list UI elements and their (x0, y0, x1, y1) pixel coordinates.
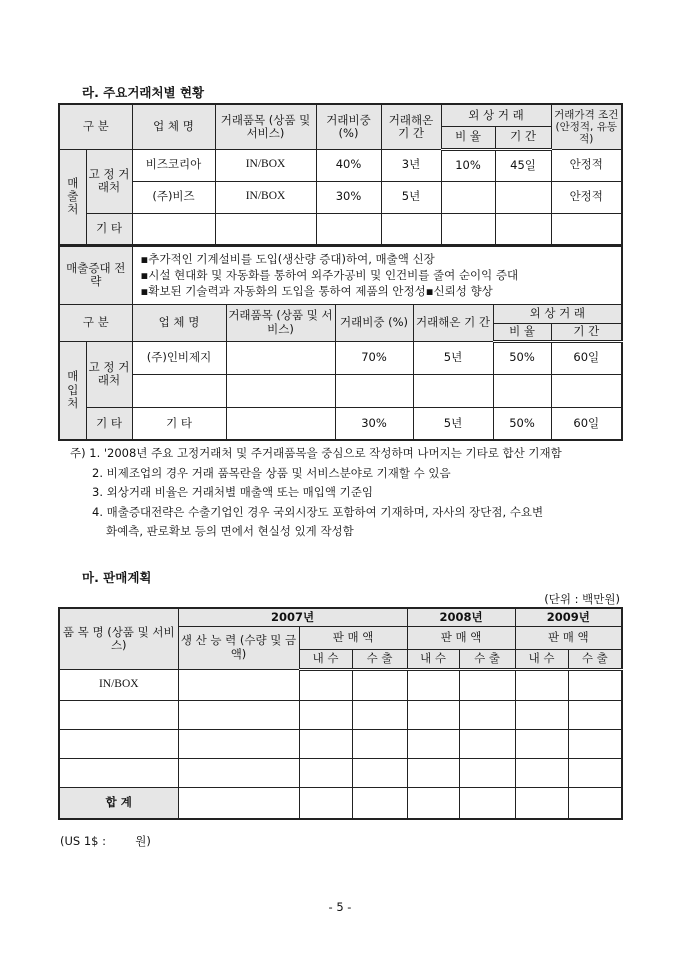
header-sales: 판 매 액 (515, 626, 622, 649)
other-label: 기 타 (86, 213, 132, 245)
header-item: 거래품목 (상품 및 서비스) (215, 104, 316, 149)
footnotes (70, 444, 562, 542)
item: IN/BOX (215, 181, 316, 213)
product-name (59, 700, 178, 729)
header-domestic: 내 수 (515, 649, 568, 669)
credit-period: 45일 (495, 149, 551, 181)
header-sales: 판 매 액 (299, 626, 407, 649)
exchange-rate: (US 1$ : 원) (60, 834, 151, 848)
header-item: 품 목 명 (상품 및 서비스) (59, 608, 178, 669)
ratio: 30% (316, 181, 381, 213)
header-credit-period: 기 간 (551, 323, 622, 341)
strategy-label: 매출증대 전 략 (59, 246, 132, 304)
item (226, 407, 335, 440)
ratio: 30% (335, 407, 413, 440)
header-2008: 2008년 (407, 608, 515, 626)
period: 5년 (413, 407, 493, 440)
header-ratio: 거래비중 (%) (316, 104, 381, 149)
footnote: 3. 외상거래 비율은 거래처별 매출액 또는 매입액 기준임 (92, 485, 373, 499)
header-period: 거래해온 기 간 (381, 104, 441, 149)
header-credit: 외 상 거 래 (441, 104, 551, 126)
section-title-ma: 마. 판매계획 (82, 570, 152, 585)
header-export: 수 출 (352, 649, 407, 669)
header-domestic: 내 수 (299, 649, 352, 669)
header-credit: 외 상 거 래 (493, 304, 622, 323)
header-domestic: 내 수 (407, 649, 459, 669)
header-period: 거래해온 기 간 (413, 304, 493, 341)
footnote: 화예측, 판로확보 등의 면에서 현실성 있게 작성함 (106, 524, 354, 538)
item: IN/BOX (215, 149, 316, 181)
customer-table-sales (58, 103, 623, 246)
unit-label: (단위 : 백만원) (544, 592, 620, 606)
credit-period (495, 181, 551, 213)
header-capacity: 생 산 능 력 (수량 및 금액) (178, 626, 299, 669)
item (226, 341, 335, 374)
fixed-label: 고 정 거래처 (86, 341, 132, 407)
total-label: 합 계 (59, 787, 178, 819)
strategy-line: ▪시설 현대화 및 자동화를 통하여 외주가공비 및 인건비를 줄여 순이익 증대 (140, 268, 519, 283)
header-gubun: 구 분 (59, 304, 132, 341)
header-credit-ratio: 비 율 (441, 126, 495, 149)
page-number: - 5 - (328, 900, 352, 914)
company: (주)인비제지 (132, 341, 226, 374)
header-2007: 2007년 (178, 608, 407, 626)
section-title-ra: 라. 주요거래처별 현황 (82, 85, 205, 100)
other-label: 기 타 (86, 407, 132, 440)
product-name: IN/BOX (59, 669, 178, 700)
credit-ratio: 50% (493, 341, 551, 374)
ratio: 70% (335, 341, 413, 374)
credit-ratio: 10% (441, 149, 495, 181)
company: 기 타 (132, 407, 226, 440)
header-item: 거래품목 (상품 및 서비스) (226, 304, 335, 341)
header-credit-period: 기 간 (495, 126, 551, 149)
credit-period: 60일 (551, 407, 622, 440)
price: 안정적 (551, 181, 622, 213)
company: 비즈코리아 (132, 149, 215, 181)
company: (주)비즈 (132, 181, 215, 213)
footnote: 4. 매출증대전략은 수출기업인 경우 국외시장도 포함하여 기재하며, 자사의 장단점, 수요변 (92, 504, 544, 519)
sales-plan-table (58, 607, 623, 820)
header-2009: 2009년 (515, 608, 622, 626)
strategy-line: ▪확보된 기술력과 자동화의 도입을 통하여 제품의 안정성▪신뢰성 향상 (140, 284, 493, 299)
price: 안정적 (551, 149, 622, 181)
credit-ratio: 50% (493, 407, 551, 440)
sales-label: 매 출 처 (59, 149, 86, 245)
header-export: 수 출 (459, 649, 515, 669)
footnote: 2. 비제조업의 경우 거래 품목란을 상품 및 서비스분야로 기재할 수 있음 (92, 465, 451, 480)
strategy-line: ▪추가적인 기계설비를 도입(생산량 증대)하여, 매출액 신장 (140, 252, 435, 267)
period: 5년 (413, 341, 493, 374)
footnote: 주) 1. '2008년 주요 고정거래처 및 주거래품목을 중심으로 작성하며 나머지는 기타로 합산 기재함 (70, 446, 562, 460)
header-gubun: 구 분 (59, 104, 132, 149)
strategy-content (132, 246, 622, 304)
ratio: 40% (316, 149, 381, 181)
header-credit-ratio: 비 율 (493, 323, 551, 341)
header-sales: 판 매 액 (407, 626, 515, 649)
period: 3년 (381, 149, 441, 181)
header-company: 업 체 명 (132, 304, 226, 341)
header-export: 수 출 (568, 649, 622, 669)
header-ratio: 거래비중 (%) (335, 304, 413, 341)
product-name (59, 758, 178, 787)
header-company: 업 체 명 (132, 104, 215, 149)
credit-ratio (441, 181, 495, 213)
fixed-label: 고 정 거래처 (86, 149, 132, 213)
credit-period: 60일 (551, 341, 622, 374)
product-name (59, 729, 178, 758)
header-price: 거래가격 조건(안정적, 유동적) (551, 104, 622, 149)
customer-table-purchase (58, 245, 623, 441)
period: 5년 (381, 181, 441, 213)
purchase-label: 매 입 처 (59, 341, 86, 440)
